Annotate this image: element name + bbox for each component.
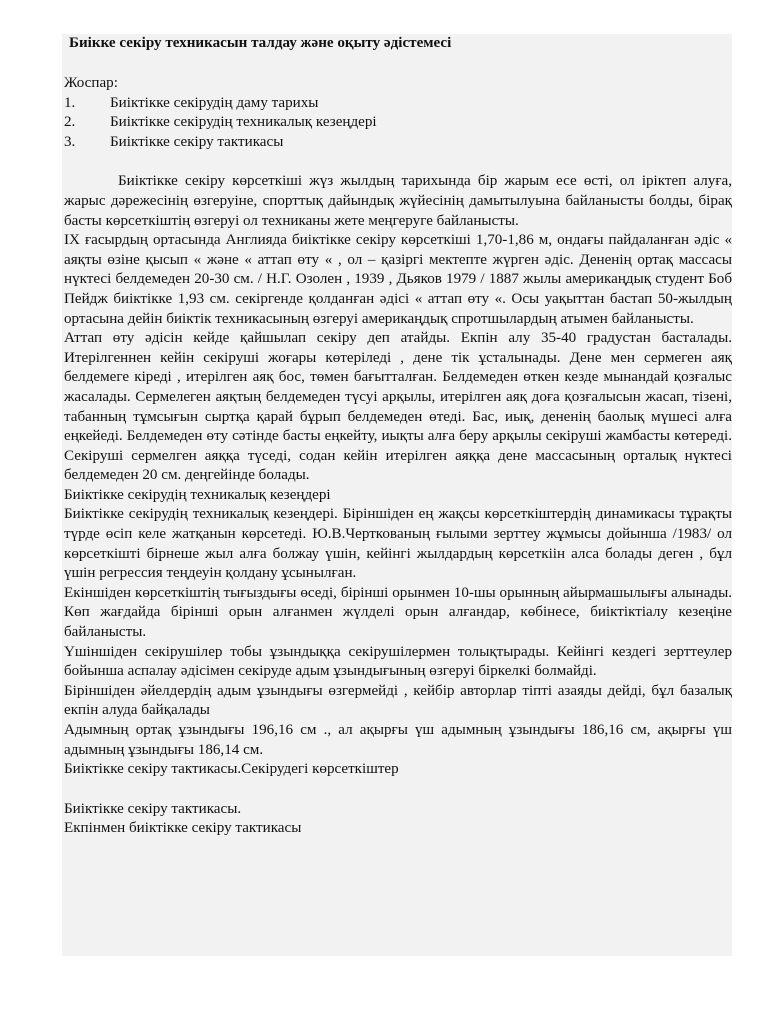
section-heading-run-up-tactics: Екпінмен биіктікке секіру тактикасы (64, 820, 302, 837)
section-heading-tactics-indicators: Биіктікке секіру тактикасы.Секірудегі көрсеткіштер (64, 761, 399, 778)
paragraph-scissors-method: Аттап өту әдісін кейде қайшылап секіру деп атайды. Екпін алу 35-40 градустан басталады. Итерілгеннен кейін секіруші жоғары көтеріледі , дене тік ұсталынады. Дене мен сермеген аяқ белдемеге кіреді , итерілген аяқ бос, төмен бағытталған. Белдемеден өткен кезде мынандай қозғалыс жасалады. Сермелеген аяқтың белдемеден түсуі арқылы, итерілген аяқ доға қозғалысын жасап, тізені, табанның тұмсығын сыртқа қарай бұрып белдемеден өтеді. Бас, иық, дененің баолық мүшесі алға еңкейеді. Белдемеден өту сәтінде басты еңкейту, иықты алға беру арқылы секіруші жамбасты көтереді. Секіруші сермелген аяққа түседі, содан кейін итерілген аяққа дене массасының орталық нүктесі белдемеден 20 см. деңгейінде болады. (64, 330, 732, 484)
document-title: Биікке секіру техникасын талдау және оқыту әдістемесі (69, 35, 452, 51)
blank-line (64, 54, 732, 74)
plan-item-text: Биіктікке секірудің техникалық кезеңдері (110, 114, 377, 131)
plan-item-text: Биіктікке секіру тактикасы (110, 133, 284, 150)
paragraph-stride-length: Адымның ортақ ұзындығы 196,16 см ., ал ақырғы үш адымның ұзындығы 186,16 см, ақырғы үш адымның ұзындығы 186,14 см. (64, 722, 732, 758)
plan-item-number: 1. (64, 94, 76, 111)
paragraph-history: Биіктікке секіру көрсеткіші жүз жылдың тарихында бір жарым есе өсті, ол іріктеп алуға, жарыс дәрежесінің өзгеруіне, спорттық дайындық жүйесінің дамытылуына байланысты болды, бірақ басты көрсеткіштің өзгеруі ол техниканы жете меңгеруге байланысты. (64, 173, 732, 229)
section-heading-technical-stages: Биіктікке секірудің техникалық кезеңдері (64, 486, 331, 503)
paragraph-second: Екіншіден көрсеткіштің тығыздығы өседі, бірінші орынмен 10-шы орынның айырмашылығы алынады. Көп жағдайда бірінші орын алғанмен жүлделі орын алғандар, көбінесе, биіктіктіалу кезеңіне байланысты. (64, 584, 732, 641)
plan-item-2 (64, 113, 732, 133)
document-page (62, 34, 732, 956)
paragraph-technical-stages: Биіктікке секірудің техникалық кезеңдері. Біріншіден ең жақсы көрсеткіштердің динамикасы тұрақты түрде өсіп келе жатқанын көрсетеді. Ю.В.Чертковaның ғылыми зерттеу жұмысы дойынша /1983/ ол көрсеткішті бірнеше жыл алға болжау үшін, кейінгі жылдардың көрсеткіін алса болады деген , бұл үшін регрессия теңдеуін қолдану ұсынылған. (64, 506, 732, 582)
plan-item-1 (64, 94, 732, 114)
plan-item-text: Биіктікке секірудің даму тарихы (110, 94, 319, 111)
paragraph-england: IX ғасырдың ортасында Англияда биіктікке секіру көрсеткіші 1,70-1,86 м, ондағы пайдаланған әдіс « аяқты өзіне қысып « және « аттап өту « , ол – қазіргі мектепте жүрген әдіс. Дененің ортақ массасы нүктесі белдемеден 20-30 см. / Н.Г. Озолен , 1939 , Дьяков 1979 / 1887 жылы америкаңдық студент Боб Пейдж биіктікке 1,93 см. секіргенде қолданған әдісі « аттап өту «. Осы уақыттан бастап 50-жылдың ортасына дейін биіктік техникасының өзгеруі америкаңдық спротшылардың атымен байланысты. (64, 232, 732, 327)
plan-heading: Жоспар: (64, 75, 118, 91)
plan-item-number: 2. (64, 114, 76, 131)
section-heading-tactics: Биіктікке секіру тактикасы. (64, 800, 242, 817)
paragraph-third: Үшіншіден секірушілер тобы ұзындыққа секірушілермен толықтырады. Кейінгі кездегі зерттеулер бойынша аспалау әдісімен секіруде адым ұзындығының өзгеруі біркелкі болмайді. (64, 643, 732, 680)
blank-line (64, 152, 732, 172)
plan-item-3 (64, 133, 732, 153)
blank-line (64, 780, 732, 800)
paragraph-women-stride: Біріншіден әйелдердің адым ұзындығы өзгермейді , кейбір авторлар тіпті азаяды дейді, бұл базалық екпін алуда байқалады (64, 682, 732, 719)
plan-item-number: 3. (64, 133, 76, 150)
